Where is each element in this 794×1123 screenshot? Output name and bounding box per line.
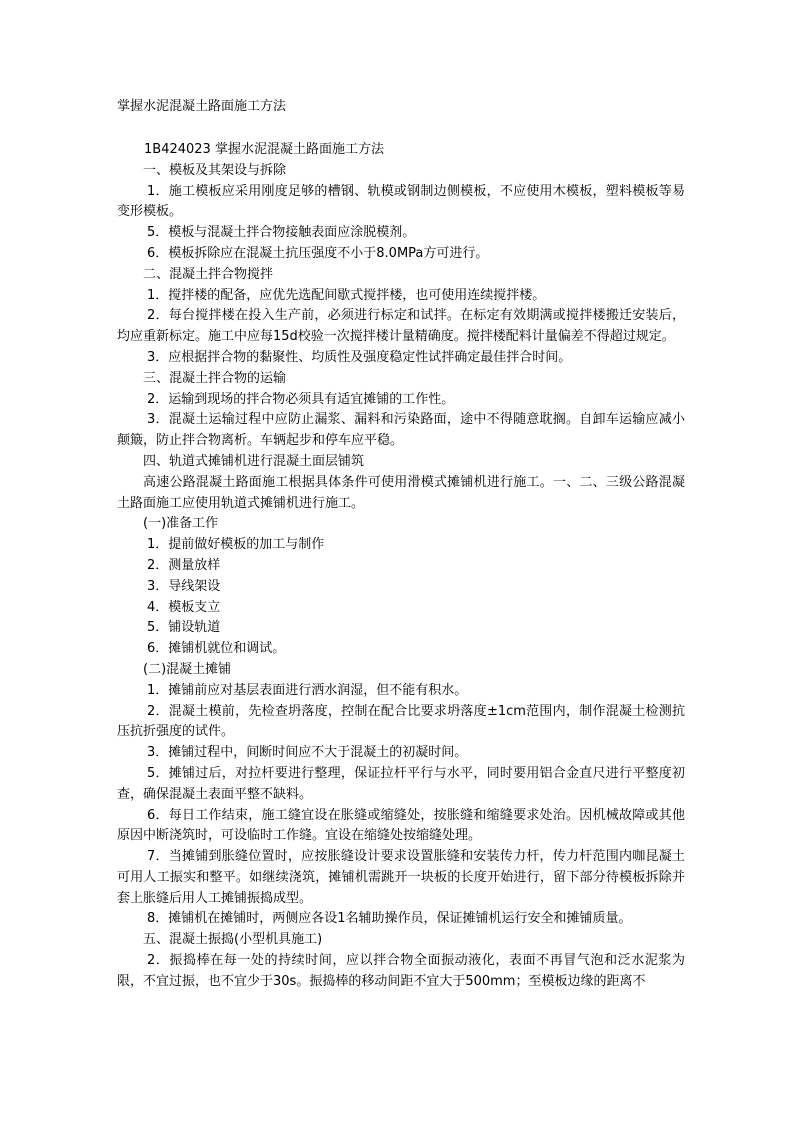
paragraph: 5．模板与混凝土拌合物接触表面应涂脱模剂。	[147, 225, 416, 241]
subsection-heading: (二)混凝土摊铺	[143, 661, 232, 677]
list-item: 3．导线架设	[147, 578, 221, 594]
list-item: 1．提前做好模板的加工与制作	[147, 537, 325, 553]
paragraph: 2．运输到现场的拌合物必须具有适宜摊铺的工作性。	[147, 391, 455, 407]
paragraph: 高速公路混凝土路面施工根据具体条件可使用滑模式摊铺机进行施工。一、二、三级公路混凝土路面施工应使用轨道式摊铺机进行施工。	[117, 474, 685, 511]
paragraph: 3．混凝土运输过程中应防止漏浆、漏料和污染路面，途中不得随意耽搁。自卸车运输应减小颠簸，防止拌合物离析。车辆起步和停车应平稳。	[117, 412, 685, 449]
document-body	[117, 140, 685, 993]
paragraph: 2．混凝土模前，先检查坍落度，控制在配合比要求坍落度±1cm范围内，制作混凝土检测抗压抗折强度的试件。	[117, 703, 685, 740]
paragraph: 1．施工模板应采用刚度足够的槽钢、轨模或钢制边侧模板，不应使用木模板，塑料模板等易变形模板。	[117, 183, 685, 220]
paragraph: 6．模板拆除应在混凝土抗压强度不小于8.0MPa方可进行。	[147, 245, 489, 261]
list-item: 6．摊铺机就位和调试。	[147, 641, 286, 657]
section-heading: 二、混凝土拌合物搅拌	[143, 266, 274, 282]
list-item: 4．模板支立	[147, 599, 221, 615]
list-item: 2．测量放样	[147, 557, 221, 573]
paragraph: 8．摊铺机在摊铺时，两侧应各设1名辅助操作员，保证摊铺机运行安全和摊铺质量。	[147, 911, 632, 927]
section-heading: 三、混凝土拌合物的运输	[143, 370, 287, 386]
paragraph: 1．搅拌楼的配备，应优先选配间歇式搅拌楼，也可使用连续搅拌楼。	[147, 287, 546, 303]
section-heading: 一、模板及其架设与拆除	[143, 162, 287, 178]
subsection-heading: (一)准备工作	[143, 516, 219, 532]
section-heading: 五、混凝土振捣(小型机具施工)	[143, 932, 323, 948]
document-title: 掌握水泥混凝土路面施工方法	[117, 99, 287, 114]
paragraph: 5．摊铺过后，对拉杆要进行整理，保证拉杆平行与水平，同时要用铝合金直尺进行平整度初查，确保混凝土表面平整不缺料。	[117, 765, 685, 802]
paragraph: 2．每台搅拌楼在投入生产前，必须进行标定和试拌。在标定有效期满或搅拌楼搬迁安装后，均应重新标定。施工中应每15d校验一次搅拌楼计量精确度。搅拌楼配料计量偏差不得超过规定。	[117, 308, 685, 345]
section-heading: 四、轨道式摊铺机进行混凝土面层铺筑	[143, 453, 365, 469]
paragraph: 1．摊铺前应对基层表面进行洒水润湿，但不能有积水。	[147, 682, 468, 698]
paragraph: 3．应根据拌合物的黏聚性、均质性及强度稳定性试拌确定最佳拌合时间。	[147, 349, 572, 365]
paragraph: 3．摊铺过程中，间断时间应不大于混凝土的初凝时间。	[147, 745, 468, 761]
section-code-heading: 1B424023 掌握水泥混凝土路面施工方法	[144, 142, 384, 157]
paragraph: 6．每日工作结束，施工缝宜设在胀缝或缩缝处，按胀缝和缩缝要求处治。因机械故障或其他原因中断浇筑时，可设临时工作缝。宜设在缩缝处按缩缝处理。	[117, 807, 685, 844]
paragraph: 2．振捣棒在每一处的持续时间，应以拌合物全面振动液化，表面不再冒气泡和泛水泥浆为限，不宜过振，也不宜少于30s。振捣棒的移动间距不宜大于500mm；至模板边缘的距离不	[117, 953, 685, 989]
list-item: 5．铺设轨道	[147, 620, 221, 636]
paragraph: 7．当摊铺到胀缝位置时，应按胀缝设计要求设置胀缝和安装传力杆，传力杆范围内咖昆凝土可用人工振实和整平。如继续浇筑，摊铺机需跳开一块板的长度开始进行，留下部分待模板拆除并套上胀缝后用人工摊铺振捣成型。	[117, 849, 685, 906]
